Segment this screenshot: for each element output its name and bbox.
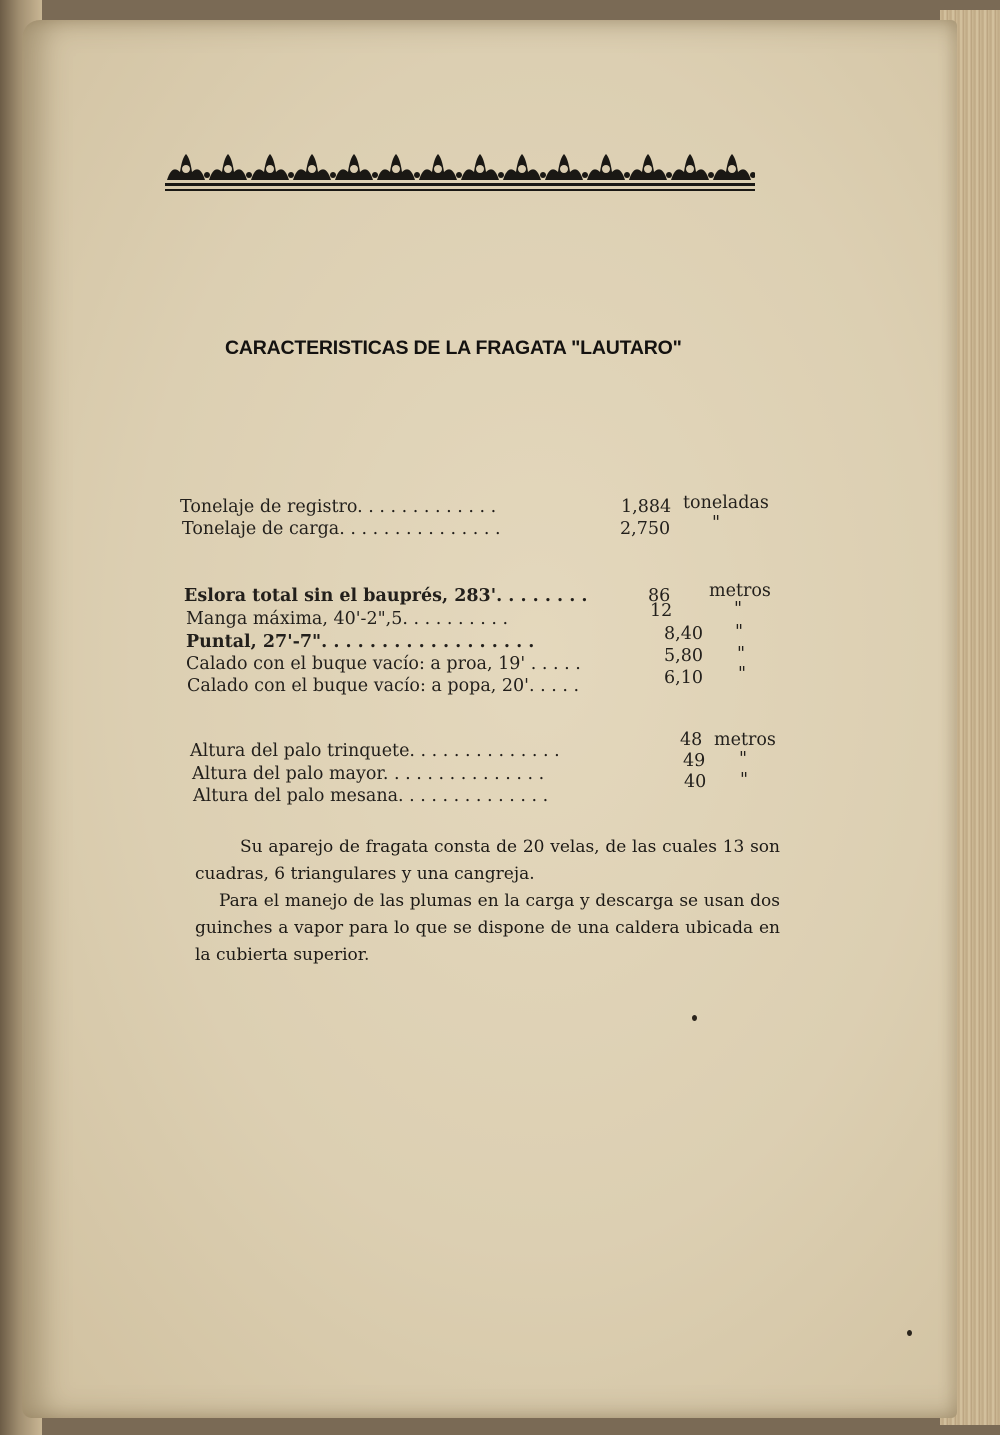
spec-label: Puntal, 27'-7". . . . . . . . . . . . . . . . . .: [186, 632, 535, 652]
spec-label: Altura del palo mayor. . . . . . . . . . . . . . .: [192, 764, 545, 784]
book-page: [22, 20, 957, 1418]
ornament-band: [165, 150, 755, 194]
ink-speck: [907, 1330, 912, 1336]
spec-label: Manga máxima, 40'-2",5. . . . . . . . . .: [186, 609, 509, 629]
ornament-motif: [209, 154, 252, 180]
paragraph-winches: Para el manejo de las plumas en la carga y descarga se usan dos guinches a vapor para lo que se dispone de una caldera ubicada en la cubierta superior.: [195, 891, 780, 965]
spec-value: 49: [683, 751, 706, 771]
spec-value: 6,10: [664, 668, 703, 688]
page-title: CARACTERISTICAS DE LA FRAGATA "LAUTARO": [225, 337, 682, 359]
ornament-motif: [545, 154, 588, 180]
ornament-motif: [587, 154, 630, 180]
spec-unit: ": [735, 622, 744, 642]
spec-unit: ": [740, 770, 749, 790]
spec-unit: ": [738, 664, 747, 684]
ornament-motif: [503, 154, 546, 180]
spec-unit: ": [712, 513, 721, 533]
spec-label: Altura del palo trinquete. . . . . . . . . . . . . .: [190, 741, 560, 761]
paragraph-rigging: Su aparejo de fragata consta de 20 velas, de las cuales 13 son cuadras, 6 triangulares y una cangreja.: [195, 837, 780, 884]
spec-label: Tonelaje de carga. . . . . . . . . . . . . . .: [182, 519, 501, 539]
spec-unit: metros: [714, 730, 776, 750]
spec-unit: ": [739, 749, 748, 769]
ornament-motif: [293, 154, 336, 180]
ornament-motif: [167, 154, 210, 180]
spec-value: 12: [650, 601, 673, 621]
spec-unit: ": [734, 599, 743, 619]
spec-label: Calado con el buque vacío: a proa, 19' . . . . .: [186, 654, 581, 674]
ornament-motif: [251, 154, 294, 180]
spec-value: 5,80: [664, 646, 703, 666]
spec-unit: metros: [709, 581, 771, 601]
ornament-motif: [419, 154, 462, 180]
ornament-motif: [713, 154, 755, 180]
spec-value: 8,40: [664, 624, 703, 644]
spec-label: Altura del palo mesana. . . . . . . . . . . . . .: [193, 786, 549, 806]
spec-unit: ": [737, 644, 746, 664]
spec-value: 2,750: [620, 519, 671, 539]
spec-label: Eslora total sin el bauprés, 283'. . . . . . . .: [184, 586, 588, 606]
spec-unit: toneladas: [683, 493, 769, 513]
ornament-motif: [461, 154, 504, 180]
spec-value: 86: [648, 586, 671, 606]
spec-label: Tonelaje de registro. . . . . . . . . . . . .: [180, 497, 497, 517]
ornament-motif: [629, 154, 672, 180]
spec-value: 40: [684, 772, 707, 792]
ornament-motif: [377, 154, 420, 180]
ink-speck: [692, 1015, 697, 1021]
spec-value: 1,884: [621, 497, 672, 517]
spec-label: Calado con el buque vacío: a popa, 20'. . . . .: [187, 676, 580, 696]
spec-value: 48: [680, 730, 703, 750]
ornament-motif: [671, 154, 714, 180]
ornament-motif: [335, 154, 378, 180]
